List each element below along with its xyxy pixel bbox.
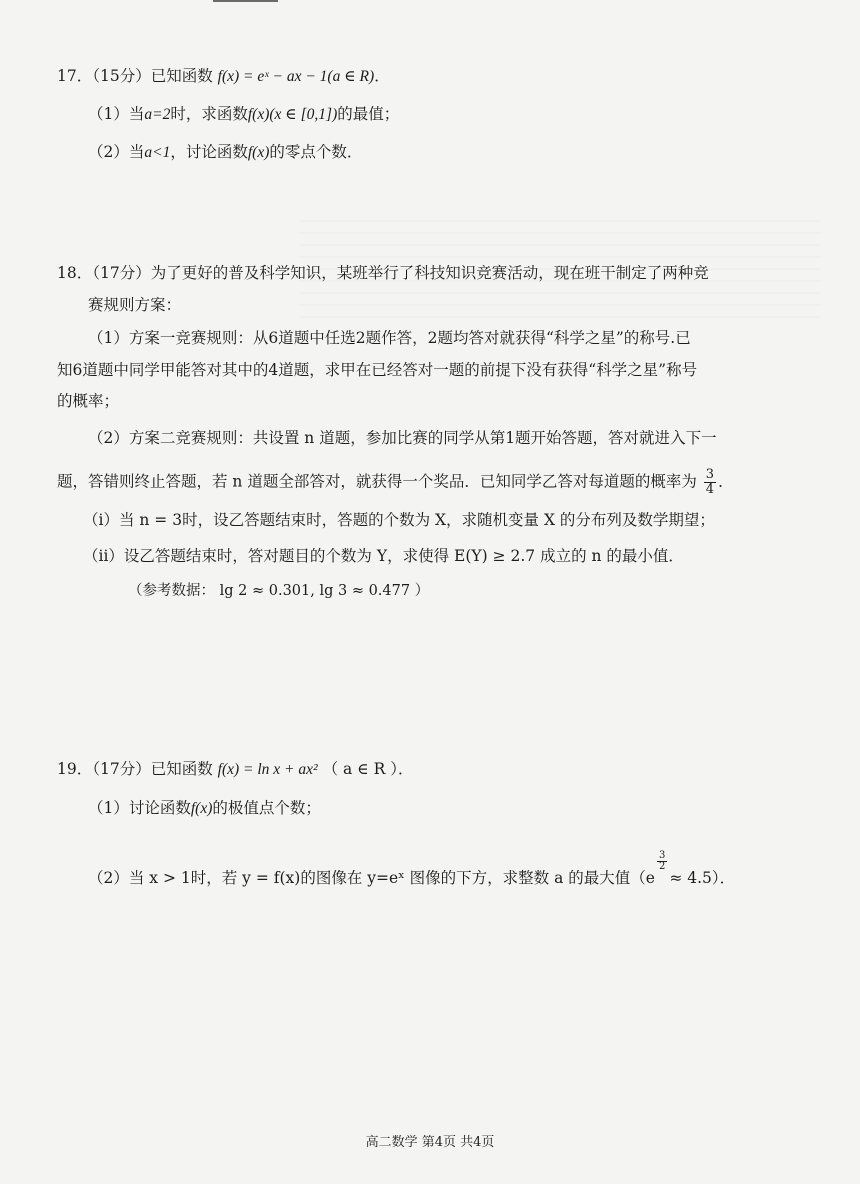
q19-p2-end: ≈ 4.5）． [669,869,736,887]
exponent-denominator: 2 [658,861,666,872]
scan-edge-mark [213,0,278,2]
q17-p2-e: 的零点个数． [269,143,363,161]
q18-part1-line2: 知6道题中同学甲能答对其中的4道题，求甲在已经答对一题的前提下没有获得“科学之星”称号 [57,361,698,379]
exponent-fraction [657,851,667,872]
q17-p2-d: f(x) [247,144,270,161]
q18-p2-period: ． [718,472,734,491]
q18-sub-ii: （ii）设乙答题结束时，答对题目的个数为 Y，求使得 E(Y) ≥ 2.7 成立的 n 的最小值． [83,547,684,565]
exponent-numerator: 3 [658,850,666,861]
q18-p2-text: 题，答错则终止答题，若 n 道题全部答对，就获得一个奖品．已知同学乙答对每道题的概率为 [57,472,697,491]
q17-p1-a: （1）当 [88,105,145,123]
q19-condition: （ a ∈ R ）． [322,760,414,778]
q17-p1-d: f(x)(x ∈ [0,1]) [247,106,338,123]
q17-p2-c: ，讨论函数 [170,143,248,161]
q19-p1-b: f(x) [190,800,213,817]
q19-title [57,758,413,781]
q19-label: 19．（17分）已知函数 [57,760,213,778]
q19-p2-text: （2）当 x > 1时，若 y = f(x)的图像在 y=eˣ 图像的下方，求整数 a 的最大值（e [88,869,655,887]
q18-sub-i: （i）当 n = 3时，设乙答题结束时，答题的个数为 X，求随机变量 X 的分布列及数学期望； [83,511,715,529]
q17-p2-a: （2）当 [88,143,145,161]
q19-function: f(x) = ln x + ax² [217,761,318,778]
q17-p1-b: a=2 [144,106,171,123]
fraction-denominator: 4 [705,482,715,497]
q18-title-cont: 赛规则方案： [88,296,182,314]
q18-title: 18．（17分）为了更好的普及科学知识，某班举行了科技知识竞赛活动，现在班干制定了两种竞 [57,264,709,282]
fraction-numerator: 3 [705,467,715,482]
q18-part1-line1: （1）方案一竞赛规则：从6道题中任选2题作答，2题均答对就获得“科学之星”的称号.已 [88,329,691,347]
q19-part2 [88,851,735,889]
q18-part2-line2 [57,468,734,497]
probability-fraction [704,468,716,497]
q17-p2-b: a<1 [144,144,171,161]
q18-reference: （参考数据： lg 2 ≈ 0.301, lg 3 ≈ 0.477 ） [128,583,430,599]
q17-period: ． [374,67,390,85]
q17-part1 [88,103,399,126]
q19-part1 [88,797,321,820]
page-footer: 高二数学 第4页 共4页 [365,1135,495,1150]
q17-label: 17．（15分）已知函数 [57,67,213,85]
q17-title [57,65,390,88]
q17-part2 [88,141,362,164]
q17-function: f(x) = eˣ − ax − 1(a ∈ R) [217,68,375,85]
q18-part2-line1: （2）方案二竞赛规则：共设置 n 道题，参加比赛的同学从第1题开始答题，答对就进入下一 [88,429,717,447]
q17-p1-e: 的最值； [337,105,400,123]
q18-part1-line3: 的概率； [57,392,120,410]
q17-p1-c: 时，求函数 [170,105,248,123]
q19-p1-c: 的极值点个数； [212,799,321,817]
q19-p1-a: （1）讨论函数 [88,799,191,817]
